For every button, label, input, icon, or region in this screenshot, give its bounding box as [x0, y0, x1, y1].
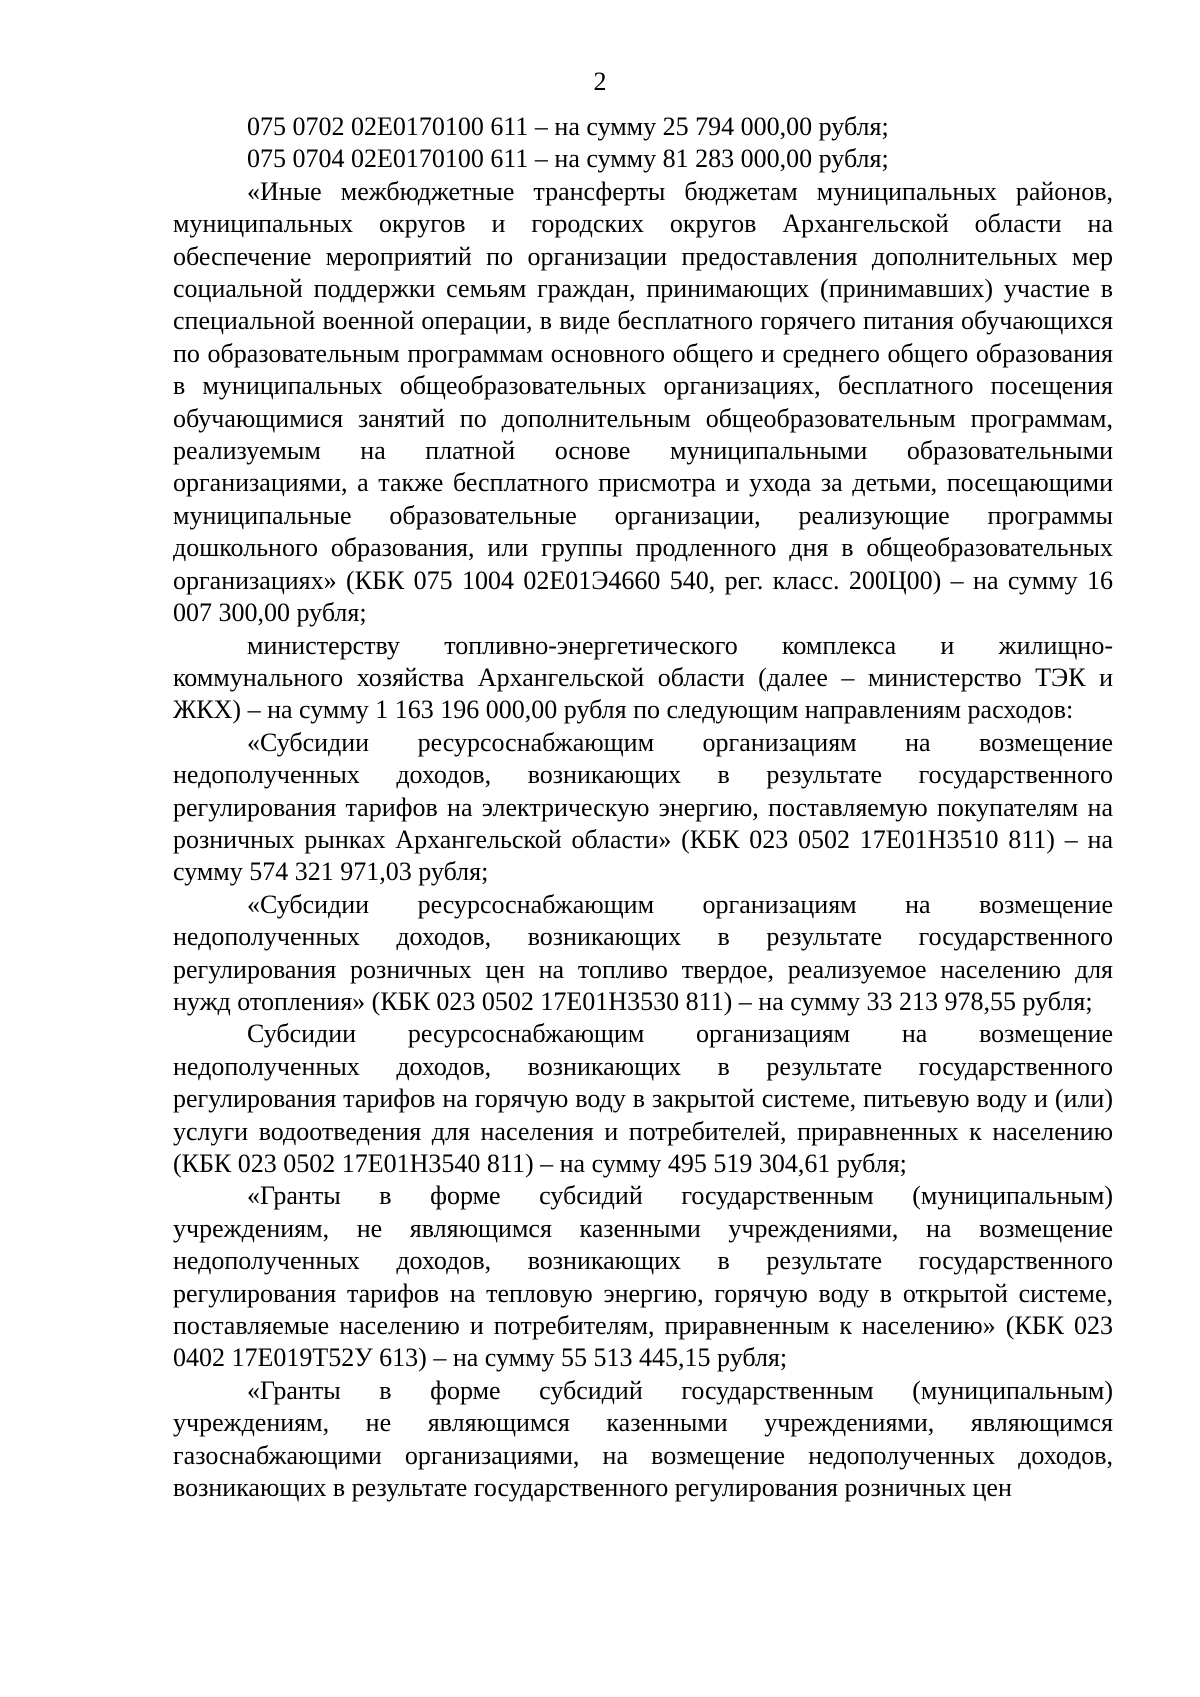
paragraph-subsidy-water: Субсидии ресурсоснабжающим организациям на возмещение недополученных доходов, возникающих в результате государственного регулирования тарифов на горячую воду в закрытой системе, питьевую воду и (или) услуги водоотведения для населения и потребителей, приравненных к населению (КБК 023 0502 17Е01Н3540 811) – на сумму 495 519 304,61 рубля;	[173, 1019, 1113, 1178]
paragraph-transfers-svo: «Иные межбюджетные трансферты бюджетам муниципальных районов, муниципальных округов и городских округов Архангельской области на обеспечение мероприятий по организации предоставления дополнительных мер социальной поддержки семьям граждан, принимающих (принимавших) участие в специальной военной операции, в виде бесплатного горячего питания обучающихся по образовательным программам основного общего и среднего общего образования в муниципальных общеобразовательных организациях, бесплатного посещения обучающимися занятий по дополнительным общеобразовательным программам, реализуемым на платной основе муниципальными образовательными организациями, а также бесплатного присмотра и ухода за детьми, посещающими муниципальные образовательные организации, реализующие программы дошкольного образования, или группы продленного дня в общеобразовательных организациях» (КБК 075 1004 02Е01Э4660 540, рег. класс. 200Ц00) – на сумму 16 007 300,00 рубля;	[173, 176, 1113, 628]
paragraph-ministry-tek: министерству топливно-энергетического комплекса и жилищно-коммунального хозяйства Архангельской области (далее – министерство ТЭК и ЖКХ) – на сумму 1 163 196 000,00 рубля по следующим направлениям расходов:	[173, 630, 1113, 725]
paragraph-subsidy-fuel: «Субсидии ресурсоснабжающим организациям на возмещение недополученных доходов, возникающих в результате государственного регулирования розничных цен на топливо твердое, реализуемое населению для нужд отопления» (КБК 023 0502 17Е01Н3530 811) – на сумму 33 213 978,55 рубля;	[173, 889, 1113, 1016]
document-body	[173, 111, 1113, 1504]
paragraph-kbk-0702: 075 0702 02Е0170100 611 – на сумму 25 794 000,00 рубля;	[247, 112, 889, 141]
paragraph-subsidy-electric: «Субсидии ресурсоснабжающим организациям на возмещение недополученных доходов, возникающих в результате государственного регулирования тарифов на электрическую энергию, поставляемую покупателям на розничных рынках Архангельской области» (КБК 023 0502 17Е01Н3510 811) – на сумму 574 321 971,03 рубля;	[173, 727, 1113, 887]
paragraph-kbk-0704: 075 0704 02Е0170100 611 – на сумму 81 283 000,00 рубля;	[247, 144, 889, 174]
paragraph-grants-heat: «Гранты в форме субсидий государственным (муниципальным) учреждениям, не являющимся казенными учреждениями, на возмещение недополученных доходов, возникающих в результате государственного регулирования тарифов на тепловую энергию, горячую воду в открытой системе, поставляемые населению и потребителям, приравненным к населению» (КБК 023 0402 17Е019Т52У 613) – на сумму 55 513 445,15 рубля;	[173, 1181, 1113, 1373]
page-number: 2	[593, 67, 607, 96]
paragraph-grants-gas: «Гранты в форме субсидий государственным (муниципальным) учреждениям, не являющимся казенными учреждениями, являющимся газоснабжающими организациями, на возмещение недополученных доходов, возникающих в результате государственного регулирования розничных цен	[173, 1375, 1113, 1503]
